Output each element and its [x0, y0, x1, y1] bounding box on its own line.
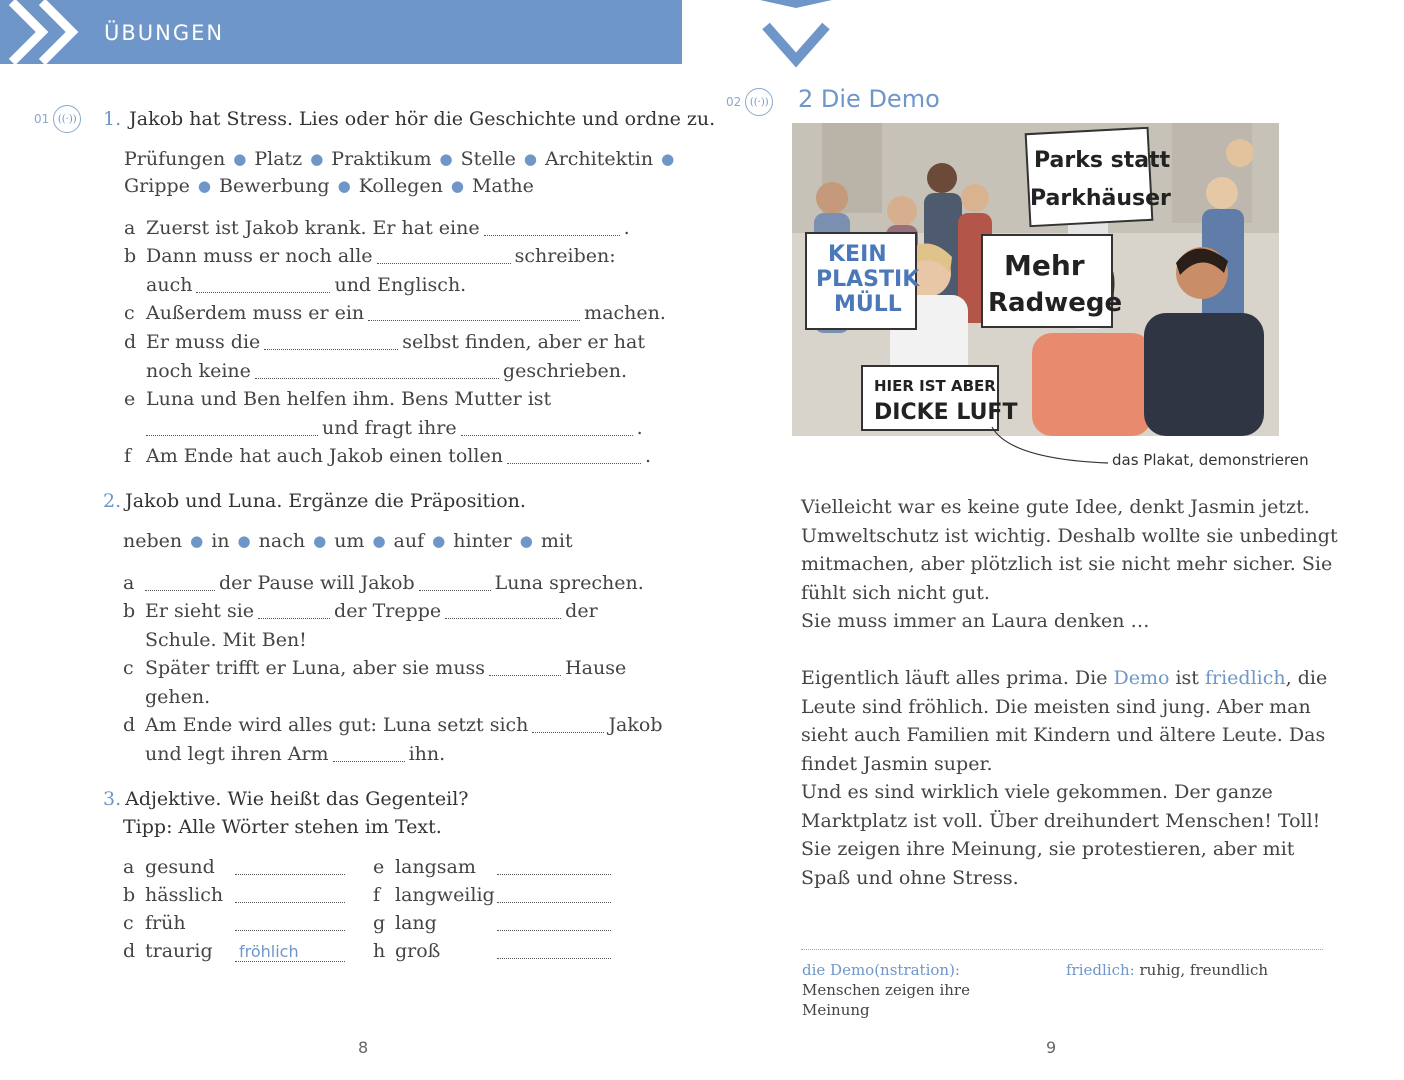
word-bank-1b: Grippe ● Bewerbung ● Kollegen ● Mathe — [124, 175, 534, 197]
track-number: 02 — [726, 95, 742, 109]
ex1-item-d: d Er muss die selbst finden, aber er hat — [124, 331, 645, 353]
ex1-item-f: f Am Ende hat auch Jakob einen tollen . — [124, 445, 651, 467]
glossary-entry-demo: die Demo(nstration): Menschen zeigen ihre Meinung — [802, 961, 970, 1019]
sign-text: KEIN — [828, 242, 887, 267]
ex2-item-d-cont: und legt ihren Arm ihn. — [145, 743, 446, 765]
ex2-item-b-cont: Schule. Mit Ben! — [145, 629, 307, 651]
chevron-down-icon — [760, 0, 832, 76]
vocab-link-friedlich[interactable]: friedlich — [1204, 667, 1286, 689]
blank-field[interactable] — [497, 859, 611, 875]
blank-field[interactable] — [264, 334, 398, 350]
story-paragraph-3: Und es sind wirklich viele gekommen. Der ganze Marktplatz ist voll. Über dreihundert Menschen! Toll! Sie zeigen ihre Meinung, sie protestieren, aber mit Spaß und ohne Stress. — [801, 781, 1321, 889]
story-title: 2 Die Demo — [798, 85, 940, 113]
blank-field[interactable] — [145, 575, 215, 591]
blank-field[interactable] — [333, 746, 405, 762]
sign-text: Mehr — [1004, 249, 1085, 282]
answer-example[interactable]: fröhlich — [235, 942, 345, 962]
blank-field[interactable] — [461, 420, 633, 436]
word-bank-1: Prüfungen ● Platz ● Praktikum ● Stelle ● Architektin ● — [124, 148, 675, 170]
audio-track-02[interactable] — [726, 88, 773, 116]
ex1-item-e: e Luna und Ben helfen ihm. Bens Mutter ist — [124, 388, 552, 410]
sign-text: Parks statt — [1034, 148, 1171, 173]
caption-pointer-line — [990, 425, 1110, 467]
ex3-item-d: d traurig fröhlich — [123, 940, 345, 962]
ex2-item-c-cont: gehen. — [145, 686, 211, 708]
section-title: ÜBUNGEN — [104, 21, 225, 45]
blank-field[interactable] — [235, 887, 345, 903]
blank-field[interactable] — [484, 220, 620, 236]
section-banner — [0, 0, 682, 64]
blank-field[interactable] — [497, 915, 611, 931]
ex2-item-b: b Er sieht sie der Treppe der — [123, 600, 598, 622]
page-number-left: 8 — [358, 1038, 369, 1057]
ex3-item-c: c früh — [123, 912, 349, 934]
blank-field[interactable] — [497, 943, 611, 959]
blank-field[interactable] — [532, 717, 604, 733]
blank-field[interactable] — [235, 859, 345, 875]
ex1-item-b-cont: auch und Englisch. — [146, 274, 467, 296]
audio-track-01[interactable] — [34, 105, 81, 133]
ex1-item-b: b Dann muss er noch alle schreiben: — [124, 245, 616, 267]
blank-field[interactable] — [507, 448, 641, 464]
blank-field[interactable] — [235, 915, 345, 931]
blank-field[interactable] — [419, 575, 491, 591]
track-number: 01 — [34, 112, 50, 126]
ex3-item-b: b hässlich — [123, 884, 349, 906]
blank-field[interactable] — [368, 305, 580, 321]
ex2-item-d: d Am Ende wird alles gut: Luna setzt sich Jakob — [123, 714, 663, 736]
exercise-2-title: 2. Jakob und Luna. Ergänze die Präposition. — [103, 490, 526, 512]
blank-field[interactable] — [196, 277, 330, 293]
sign-text: MÜLL — [834, 292, 902, 317]
story-paragraph-2: Eigentlich läuft alles prima. Die Demo ist friedlich, die Leute sind fröhlich. Die meisten sind jung. Aber man sieht auch Familien mit Kindern und ältere Leute. Das findet Jasmin super. — [801, 667, 1328, 775]
ex3-item-f: f langweilig — [373, 884, 615, 906]
chevron-right-icon — [8, 0, 88, 64]
blank-field[interactable] — [377, 248, 511, 264]
ex3-item-e: e langsam — [373, 856, 615, 878]
ex3-item-h: h groß — [373, 940, 615, 962]
exercise-1-title: 1. Jakob hat Stress. Lies oder hör die Geschichte und ordne zu. — [103, 108, 716, 130]
story-paragraph-1b: Sie muss immer an Laura denken … — [801, 610, 1150, 632]
demo-illustration — [792, 123, 1279, 436]
ex2-item-c: c Später trifft er Luna, aber sie muss Hause — [123, 657, 627, 679]
ex1-item-a: a Zuerst ist Jakob krank. Er hat eine . — [124, 217, 630, 239]
blank-field[interactable] — [258, 603, 330, 619]
audio-icon[interactable]: ((·)) — [53, 105, 81, 133]
glossary-entry-friedlich: friedlich: ruhig, freundlich — [1066, 961, 1269, 979]
sign-text: DICKE LUFT — [874, 400, 1018, 425]
page-number-right: 9 — [1046, 1038, 1057, 1057]
story-paragraph-1: Vielleicht war es keine gute Idee, denkt Jasmin jetzt. Umweltschutz ist wichtig. Deshalb wollte sie unbedingt mitmachen, aber plötzlich ist sie nicht mehr sicher. Sie fühlt sich nicht gut. — [801, 496, 1338, 604]
ex3-item-a: a gesund — [123, 856, 349, 878]
sign-text: Radwege — [988, 288, 1123, 318]
sign-text: HIER IST ABER — [874, 377, 996, 395]
word-bank-2: neben ● in ● nach ● um ● auf ● hinter ● mit — [123, 530, 573, 552]
ex2-item-a: a der Pause will Jakob Luna sprechen. — [123, 572, 644, 594]
vocab-link-demo[interactable]: Demo — [1113, 667, 1170, 689]
image-caption: das Plakat, demonstrieren — [1112, 451, 1309, 469]
blank-field[interactable] — [497, 887, 611, 903]
ex3-item-g: g lang — [373, 912, 615, 934]
ex1-item-d-cont: noch keine geschrieben. — [146, 360, 628, 382]
sign-text: Parkhäuser — [1030, 186, 1171, 211]
ex1-item-c: c Außerdem muss er ein machen. — [124, 302, 666, 324]
blank-field[interactable] — [146, 420, 318, 436]
blank-field[interactable] — [489, 660, 561, 676]
glossary-divider — [801, 949, 1323, 950]
blank-field[interactable] — [255, 363, 499, 379]
exercise-3-tip: Tipp: Alle Wörter stehen im Text. — [123, 816, 442, 838]
audio-icon[interactable]: ((·)) — [745, 88, 773, 116]
blank-field[interactable] — [445, 603, 561, 619]
ex1-item-e-cont: und fragt ihre . — [146, 417, 643, 439]
exercise-3-title: 3. Adjektive. Wie heißt das Gegenteil? — [103, 788, 469, 810]
sign-text: PLASTIK — [816, 267, 920, 292]
